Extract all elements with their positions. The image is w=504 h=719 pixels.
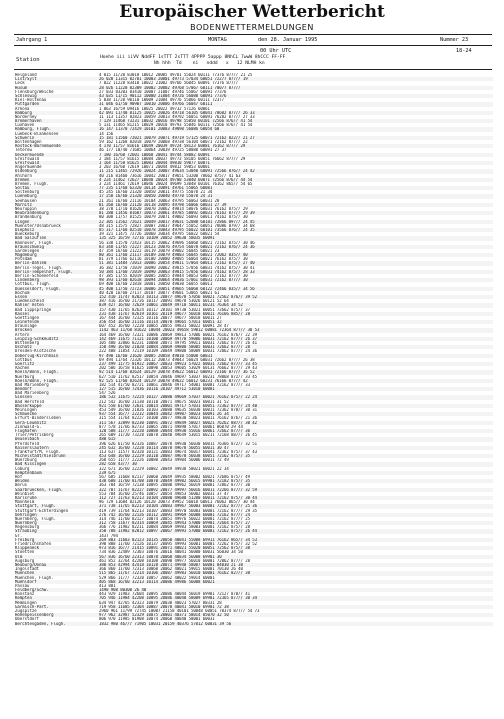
- station-name: Teterow: [15, 148, 32, 153]
- station-name: Straubing: [15, 529, 37, 534]
- column-station: Station: [16, 57, 40, 63]
- station-name: Bad Hersfeld: [15, 399, 44, 404]
- station-name: Freiburg: [15, 537, 35, 542]
- station-name: Passau: [15, 583, 30, 588]
- station-observation: 16 147 11370 72429 10101 20083 49890 56086 60054 60: [99, 127, 220, 132]
- station-observation: 1437 794: [99, 533, 118, 538]
- station-name: Oschatz: [15, 345, 32, 350]
- station-observation: 98 393 11/60 82618 10094 20064 49836 57061 60031 72162 877// 30: [99, 278, 248, 283]
- station-name: Oldenburg: [15, 169, 37, 174]
- station-observation: 419 739 11/64 82213 10107 20083 49970 56003 60001 72162 877// 29 35: [99, 508, 258, 513]
- station-observation: 7 022 11228 83410 10022 21002 49766 56045 60091 77376 877//: [99, 81, 239, 86]
- station-name: Coburg: [15, 466, 30, 471]
- station-name: Bremen, Flugh.: [15, 181, 49, 186]
- station-table: [15, 73, 493, 713]
- station-observation: 2 184 11/57 81615 10084 20037 49773 58105 60051 76662 877// 29: [99, 156, 246, 161]
- station-observation: 453 549 16/60 21826 10103 20080 49635 56030 60011 72362 878// 30 31: [99, 408, 258, 412]
- station-observation: 1832 980 46/// 71905 10031 20159 40376 57012 60031 39 56: [99, 621, 232, 626]
- station-observation: 276 742 16/60 22126 10112 20091 49969 56008 60001 72162 877// 24: [99, 512, 250, 517]
- station-observation: 14 156: [99, 131, 114, 136]
- station-name: Berlin-Dahlem: [15, 261, 47, 266]
- station-name: Stoetten: [15, 550, 35, 555]
- station-name: Bendorf: [15, 387, 32, 392]
- station-observation: 182 514 41/50 82721 10061 20046 49717 54001 60081 72162 877// 33: [99, 382, 250, 387]
- station-observation: 142 469 11675 71121 10100 20069 49778 59006 60031 72162 877// 26 37: [99, 336, 258, 341]
- observation-time-right: 18-24: [456, 48, 472, 54]
- station-name: Ahlhorn: [15, 173, 32, 178]
- station-name: Oberstdorf: [15, 617, 40, 622]
- station-name: Bremerhaven: [15, 119, 42, 124]
- station-observation: 56 338 11570 72423 10115 20062 49696 56060 60021 72162 875// 30 46: [99, 240, 255, 245]
- station-observation: 268 655 11/// 22226 10080 20043 49904 56006 60011 72 49: [99, 458, 229, 463]
- station-name: Friedrichshafen: [15, 542, 52, 546]
- station-observation: 311 567 32899 82230 10091 20072 49849 58027 60021 76262 887// 30 42: [99, 420, 258, 425]
- station-observation: 186 532 11675 72224 10127 20080 49669 57037 60021 76162 875// 22 24: [99, 395, 258, 400]
- station-name: Bad Marienberg: [15, 391, 49, 396]
- station-name: Husum: [15, 85, 28, 90]
- station-name: Luedenscheid: [15, 299, 44, 304]
- station-observation: 150 490 16/60 21020 10084 20069 49808 58005 60031 72662 877// 28: [99, 345, 250, 350]
- station-name: Michelstadt/Vielbrunn: [15, 454, 66, 459]
- station-observation: 40 216 81460 73616 10042 20017 49651 53200 78662 875// 41 63: [99, 173, 241, 178]
- station-name: Flensburg/Weiche: [15, 89, 54, 94]
- station-observation: 152 410 11/47 82023 10113 20077 49678 57056 60021 72562 876// 39 52: [99, 294, 258, 299]
- station-observation: 167 444 16/60 72325 10116 20077 49677 58018 60011 27: [99, 315, 222, 320]
- station-observation: 22 305 11562 72621 10049 20017 49631 52080 60181 72866 897// 24 45: [99, 219, 255, 224]
- station-name: Neuruppin: [15, 207, 37, 211]
- station-name: Nuerburg: [15, 374, 35, 379]
- station-name: Trier/Petrisberg: [15, 433, 54, 438]
- station-name: Bad Lippspringe: [15, 307, 52, 312]
- date-label: den 28. Januar 1995: [258, 37, 318, 43]
- station-observation: 443 929 11983 72604 10095 20086 40044 56019 69901 72127 870// 41: [99, 592, 250, 597]
- station-observation: 2960 961 11/99 72745 10007 21158 40101 50048 60051 70374 877// 54 73: [99, 609, 260, 613]
- station-name: Ueckermuende: [15, 152, 44, 157]
- station-observation: 48 315 11575 72827 10087 20037 49647 55052 60051 78086 879// 34 68: [99, 223, 255, 228]
- station-observation: 977 962 32987 52329 10075 20001 40371 58014 85070 32 50: [99, 613, 229, 618]
- station-name: Braunlage: [15, 324, 37, 329]
- station-observation: 387 416 16/60 21726 10117 20091 49678 53026 60121 52 64: [99, 299, 229, 304]
- station-name: Erfurt-Bindersleben: [15, 416, 61, 421]
- station-observation: 363 704 16/59 72138 10095 20080 49962 56019 60001 72862 877// 30: [99, 483, 250, 488]
- station-observation: 973 816 16/// 21415 10091 20071 40021 55020 60051 72562 875// 38: [99, 546, 250, 551]
- station-name: Leck: [15, 81, 25, 86]
- station-observation: 127 515 16/60 72436 10116 20107 49712 53010 60081: [99, 387, 215, 392]
- station-name: Bad Kissingen: [15, 462, 47, 467]
- station-observation: 314 746 11/60 82127 10074 20051 49976 56022 60001 72162 877// 25: [99, 516, 250, 521]
- station-name: Rostock-Warnemuende: [15, 144, 61, 149]
- station-observation: 839 427 16/60 72629 10061 20049 49710 50011 60231 76364 34 52: [99, 303, 243, 308]
- station-observation: 38 270 11/10 81620 10070 20062 49814 58076 60031 76162 875// 29: [99, 207, 248, 211]
- station-name: Feldberg/Schw.: [15, 588, 49, 593]
- station-observation: 453 648 16/60 22229 10110 20087 49670 56038 60051 72162 875// 35: [99, 454, 250, 459]
- station-name: Klippeneck: [15, 546, 40, 551]
- station-observation: 45 400 11/50 72723 10086 20051 49665 56068 60122 72466 835// 34 56: [99, 286, 255, 291]
- station-observation: 46 177 10/40 71605 10064 20039 49725 58088 60091 27 37: [99, 148, 227, 153]
- station-observation: 480 615: [99, 437, 116, 442]
- station-observation: 15 181 11560 72021 10079 20071 49719 57125 60071 72162 822// 21 27: [99, 135, 255, 140]
- station-name: Hof: [15, 475, 23, 479]
- station-name: Berlin-Tegel, Flugh.: [15, 265, 64, 270]
- station-observation: 47 359 16/60 21222 10119 20079 49802 56045 60021 23: [99, 248, 220, 253]
- station-name: Stuttgart-Echterdingen: [15, 508, 68, 513]
- station-observation: 36 382 11/50 72019 10090 20062 49815 57056 60031 74162 875// 30 41: [99, 265, 255, 270]
- station-observation: 83 348 11/65 72227 10123 20076 49754 56078 60021 72162 876// 24 36: [99, 244, 255, 249]
- station-name: Helgoland: [15, 73, 37, 77]
- station-name: Regensburg: [15, 525, 40, 530]
- station-observation: 85 317 11/60 82510 10078 20043 49795 56022 60101 73566 876// 24 35: [99, 227, 255, 232]
- station-observation: 59 162 11268 82018 10079 20068 49738 56104 60071 72162 877// 22: [99, 140, 248, 144]
- header-rule-bottom: [14, 69, 492, 70]
- station-observation: 135 325 16/59 72716 10109 20052 49638 58035 60091: [99, 236, 215, 241]
- station-name: Ingolstadt: [15, 567, 40, 572]
- station-observation: 1142 463 11/60 81622 10044 20023 49658 59012 60081 72364 877// 38 53: [99, 328, 260, 333]
- station-observation: 366 860 11/60 72313 10060 20062 40021 59015 60001 70130 26 40: [99, 567, 243, 572]
- station-observation: 5 131 11465 81215 10029 20018 49793 55046 60111 72566 876// 41 54: [99, 123, 253, 128]
- station-observation: 97 490 16/60 21620 10085 20058 49810 55008 60031: [99, 353, 213, 358]
- station-observation: 265 609 11/20 73228 10078 20040 49649 53015 60211 72168 887// 26 45: [99, 433, 258, 438]
- station-name: Lindenberg: [15, 278, 40, 283]
- station-name: Berlin-Tempelhof, Flugh.: [15, 269, 73, 274]
- station-observation: 164 469 16/60 72321 10086 20069 49813 57006 60021 76162 876// 22 39: [99, 332, 258, 337]
- station-observation: 80 308 11/57 81525 10079 20071 49802 56093 60011 74162 875// 30: [99, 215, 248, 220]
- station-observation: 17 250 16/60 21320 10050 20040 49770 55070 24 31: [99, 194, 213, 199]
- station-name: Stuttgart, Flugh.: [15, 504, 56, 509]
- station-name: Wuerzburg: [15, 458, 37, 463]
- station-name: Goerlitz: [15, 361, 35, 366]
- station-name: Aachen: [15, 366, 30, 371]
- station-name: Arkona: [15, 106, 30, 111]
- station-name: Gera-Leumnitz: [15, 420, 47, 425]
- station-observation: 634 947 42765 42323 10079 20038 40023 57027 80331 28: [99, 600, 222, 605]
- station-name: Wasserkuppe: [15, 403, 42, 408]
- station-observation: 371 738 11/65 82213 10104 20083 49967 56003 60001 72162 877// 25 36: [99, 504, 258, 509]
- station-name: Muenchen, Flugh.: [15, 575, 54, 580]
- station-name: Soltenburg: [15, 190, 40, 195]
- report-subtitle: BODENWETTERMELDUNGEN: [190, 23, 314, 32]
- station-name: Flughafen: [15, 428, 37, 433]
- station-observation: 245 632 16/60 72228 10114 20078 49678 56055 60011 30 47: [99, 445, 229, 450]
- observation-time: 00 Uhr UTC: [260, 48, 292, 54]
- station-observation: 547 526: [99, 391, 116, 396]
- station-name: Berus: [15, 483, 28, 488]
- station-name: Bueckeburg: [15, 232, 40, 237]
- station-observation: 45 245 16/60 21320 10050 20011 49775 55070 21 34: [99, 190, 213, 195]
- station-observation: 80 361 11/60 21117 10109 20079 49803 56045 60021 72062 835// 40: [99, 253, 248, 258]
- station-name: Berchtesgaden, Flugh.: [15, 621, 66, 626]
- station-name: Hamburg, Flugh.: [15, 127, 52, 132]
- station-name: Neubrandenburg: [15, 211, 49, 216]
- column-headers-line2: Nh hhh Td ni nddd x 12 NLMH kn: [154, 61, 265, 66]
- station-observation: 567 836 16/60 22313 10078 20068 40034 56008 69901 30: [99, 554, 222, 559]
- station-name: Braunschweig: [15, 244, 44, 249]
- station-observation: 322 707 11/67 82227 10092 20077 49997 56016 60011 72266 877// 32 59: [99, 487, 258, 492]
- station-name: Soltau: [15, 186, 30, 191]
- station-name: Hannover, Flugh.: [15, 240, 54, 245]
- station-name: Bremen: [15, 177, 30, 182]
- station-name: Artern: [15, 332, 30, 337]
- station-name: Neuburg/Donau: [15, 562, 47, 567]
- station-observation: 81 379 11766 62116 10100 20080 49805 56064 60021 76162 875// 30: [99, 257, 248, 262]
- station-name: Angermuende: [15, 165, 42, 170]
- station-observation: 69 400 16/60 21818 10081 20050 49830 56055 60011: [99, 282, 213, 287]
- jahrgang: Jahrgang 1: [16, 37, 48, 43]
- station-name: Bad Salzuflen: [15, 236, 47, 241]
- day-label: MONTAG: [208, 37, 227, 43]
- station-observation: 553 704 16/60 25/46 10057 20054 49853 56002 60031 37 47: [99, 491, 229, 496]
- station-name: Diepholz: [15, 227, 35, 232]
- station-observation: 312 758 11677 82314 10069 20045 49943 57000 69901 72664 875// 27: [99, 521, 250, 526]
- station-name: Weiden: [15, 479, 30, 484]
- station-name: Frankfurt/M, Flugh.: [15, 449, 61, 454]
- station-observation: 96 729 11684 82126 10120 20073 49952 56018 60011 76062 865// 30 44: [99, 500, 255, 505]
- header-rule-top: [14, 34, 492, 35]
- station-name: Kahler Asten: [15, 303, 44, 308]
- station-observation: 3 203 16/60 72619 10071 20044 49812 59053 60081: [99, 165, 210, 170]
- station-observation: 515 865 11/67 72214 10106 20087 49983 56010 60001 76162 827// 38: [99, 571, 250, 576]
- station-observation: 380 853 42994 42418 10128 20071 49948 58007 60001 84030 21 38: [99, 562, 243, 567]
- station-observation: 47 385 11/55 82019 10085 20055 49844 58053 60071 72162 877// 30: [99, 274, 248, 278]
- station-observation: 937 554 16/// 22232 10044 20042 49907 58023 60091 26 34: [99, 412, 229, 417]
- station-name: Brandenburg: [15, 215, 42, 220]
- station-observation: 1 063 16/59 09416 10025 20022 49732 57126 60061: [99, 106, 210, 111]
- station-name: Goettingen: [15, 315, 40, 320]
- header-rule-middle: [14, 45, 492, 46]
- station-name: Brocken: [15, 328, 32, 333]
- station-name: Konstanz: [15, 592, 35, 597]
- station-name: Muehldorf: [15, 579, 37, 584]
- station-observation: 81 268 16/60 21120 10118 20095 49798 56066 60031 27 39: [99, 202, 227, 207]
- station-observation: 4 170 11/57 81616 10049 20039 49724 58123 60081 76162 877// 29: [99, 144, 246, 149]
- station-observation: 356 454 16/60 21116 10114 20078 49665 57013 60051 32: [99, 320, 222, 325]
- station-name: Pferdsfeld: [15, 441, 40, 446]
- station-name: Kempten: [15, 596, 32, 601]
- station-observation: 269 803 11683 82123 10135 20050 40041 55008 69911 76162 865// 34 53: [99, 537, 258, 542]
- station-name: Greifswald: [15, 160, 40, 165]
- station-observation: 3 224 11461 72619 10046 20024 49699 53048 60101 76162 865// 54 65: [99, 181, 253, 186]
- station-name: Leinefelde: [15, 320, 40, 325]
- station-observation: 396 626 61/50 82326 10087 20078 49930 56030 60011 76366 872// 32 51: [99, 441, 258, 446]
- station-observation: 413 881: [99, 583, 116, 588]
- station-observation: 315 554 11/64 82227 10100 20077 49830 58023 60011 76162 876// 21 36: [99, 416, 258, 421]
- station-observation: 1490 908 80300 26 40: [99, 588, 147, 593]
- report-title: Europäischer Wetterbericht: [119, 2, 385, 22]
- station-name: Kassel: [15, 311, 30, 316]
- station-name: Saarbruecken, Flugh.: [15, 487, 64, 492]
- station-name: Kiel-Holtenau: [15, 98, 47, 103]
- station-observation: 7 180 16/60 72601 10068 20041 49744 58082 60091: [99, 152, 210, 157]
- station-name: Luebeck-Blankensee: [15, 131, 59, 136]
- station-observation: 202 506 16/58 81625 10090 20053 49605 53029 60131 76662 877// 29 43: [99, 366, 258, 371]
- station-observation: 734 836 22489 72303 10076 20016 40041 56000 60031 56030 34 50: [99, 550, 243, 555]
- issue-number: Nummer 23: [440, 37, 469, 43]
- station-observation: 5 038 11/20 90110 10009 21004 49776 55066 60111 72377: [99, 98, 224, 103]
- station-name: Norderney: [15, 114, 37, 119]
- station-name: Essen: [15, 294, 28, 299]
- station-observation: 239 675: [99, 470, 116, 475]
- station-name: Greifswald: [15, 156, 40, 161]
- station-name: Gr.: [15, 533, 23, 538]
- station-observation: 806 970 11985 81908 10074 20060 40040 58001 60031: [99, 617, 215, 622]
- station-name: Muenchen: [15, 571, 35, 576]
- station-name: Bad Marienberg: [15, 382, 49, 387]
- station-name: Garmisch-Part.: [15, 604, 49, 609]
- station-observation: 92 514 11/60 82624 10129 20078 49622 56012 60091 72166 877// 36 52: [99, 370, 255, 375]
- station-name: Boltenhagen: [15, 140, 42, 144]
- station-name: Deuselbach: [15, 437, 40, 442]
- station-name: Nuernberg: [15, 521, 37, 526]
- station-name: Nuernberg, Flugh.: [15, 516, 56, 521]
- column-headers-line1: Hoehe iii iiVV NddFF 1sTTT 2sTTT 4PPPP 5appp 8NhCL 7wwW 8hCCC FF-FF: [100, 55, 286, 60]
- station-observation: 43 035 11/15 90112 10000 21004 49726 56080 60091 77376: [99, 93, 227, 98]
- station-name: Potsdam: [15, 257, 32, 262]
- station-name: Koeln/Bonn, Flugh.: [15, 370, 59, 375]
- station-observation: 567 685 11668 82117 10060 20049 49935 58002 60021 72686 875// 49: [99, 475, 250, 479]
- station-observation: 50 384 11/60 72019 10090 20063 49815 57056 60031 74162 875// 28 33: [99, 269, 255, 274]
- station-observation: 11 215 11465 72926 10024 20007 49634 53040 60091 72566 876// 24 42: [99, 169, 255, 174]
- station-name: Koeln/Bonn, Flugh.: [15, 378, 59, 383]
- station-name: Duesseldorf, Flugh.: [15, 286, 61, 291]
- station-observation: 322 671 16/60 22229 10082 20049 49938 58021 60021 22 34: [99, 466, 229, 471]
- station-name: Meiningen: [15, 408, 37, 412]
- station-observation: 1 164 11/58 81625 10083 20044 49810 59077 60071: [99, 160, 210, 165]
- station-observation: 81 280 11456 81607 10073 20061 49785 58092 60031 76162 877// 29 39: [99, 211, 255, 216]
- station-observation: 705 946 11984 42208 10095 20086 40040 58009 69901 72365 877// 30 34: [99, 596, 258, 601]
- station-observation: 282 658 43/// 30: [99, 462, 137, 467]
- station-name: Gardelegen: [15, 248, 40, 253]
- station-observation: 4 015 11/20 83018 10012 20005 49781 55024 60111 77376 877// 21 25: [99, 73, 253, 77]
- station-name: Cottbus, Flugh.: [15, 282, 52, 287]
- station-name: Cuxhaven: [15, 123, 35, 128]
- station-name: List/Sylt: [15, 77, 37, 82]
- station-observation: 21 261 16/60 21116 10104 20063 49795 56063 60031 28: [99, 198, 220, 203]
- station-observation: 4 224 11462 72627 10048 20024 49700 53040 60071 72566 876// 44 54: [99, 177, 253, 182]
- station-observation: 7 129 11468 73231 10032 20016 49798 55050 60101 72566 876// 41 54: [99, 119, 253, 124]
- station-row: [15, 622, 493, 626]
- station-observation: 120 588 11/// 22220 10088 20044 49938 55016 60061 72662 877// 36: [99, 428, 250, 433]
- station-name: Dresden-Klotzsche: [15, 349, 56, 354]
- station-name: Mannheim: [15, 500, 35, 505]
- station-observation: 112 727 11/63 82213 10104 20080 49680 51200 60011 72162 875// 30 44: [99, 495, 258, 500]
- station-observation: 366 776 11982 82211 10084 20069 49983 58003 60001 72162 875// 28: [99, 525, 250, 530]
- station-name: Zugspitze: [15, 609, 37, 613]
- station-observation: 26 020 11315 82701 10003 20001 49773 57034 60051 72277 877// 19: [99, 77, 248, 82]
- station-observation: 212 542 16/60 21130 10110 20071 49675 56023 60011 31 52: [99, 399, 229, 404]
- station-name: Schleswig: [15, 93, 37, 98]
- station-observation: 28 026 11220 82309 10002 20002 49768 57067 60111 70077 877//: [99, 85, 241, 90]
- station-name: Seehausen: [15, 198, 37, 203]
- station-observation: 921 550 61/60 72631 10014 20001 49717 57031 60051 72362 877// 24 40: [99, 403, 258, 408]
- station-name: Bochum: [15, 290, 30, 295]
- station-observation: 31 046 61/50 90907 10010 20006 49766 56047 60111: [99, 102, 213, 107]
- station-name: Oehringen: [15, 512, 37, 517]
- station-name: Wittenberg: [15, 341, 40, 345]
- station-observation: 40 420 16/60 27117 10107 20077 49681 53065 60021 61: [99, 290, 220, 295]
- station-observation: 350 788 11982 82012 10097 20067 49993 57000 60001 72162 875// 26 44: [99, 529, 258, 534]
- station-name: Leipzig-Schkeuditz: [15, 336, 59, 341]
- station-name: Schwerin: [15, 135, 35, 140]
- station-observation: 461 852 32764 42208 10108 20090 49977 56010 60001 72062 877// 28: [99, 558, 250, 563]
- station-observation: 627 510 11/62 82517 10054 20046 49697 53037 60231 78068 872// 33 45: [99, 374, 258, 379]
- station-observation: 105 480 32866 82231 10088 20071 49795 59011 60031 72662 877// 26 41: [99, 341, 258, 345]
- station-name: Memmingen: [15, 600, 37, 605]
- station-observation: 157 430 11/65 82624 10117 20101 49730 53021 60051 72662 875// 37: [99, 307, 250, 312]
- station-name: Puttgarden: [15, 102, 40, 107]
- station-observation: 719 958 11685 72304 10087 20078 40041 58010 69901 72 38: [99, 604, 229, 609]
- station-name: Kemptenbaum: [15, 470, 42, 475]
- station-name: Hamburg: [15, 110, 32, 115]
- station-name: Giessen: [15, 395, 32, 400]
- station-name: Zinnwald-G.: [15, 424, 42, 429]
- station-name: Marnitz: [15, 202, 32, 207]
- station-observation: 69 494 11/64 72326 10112 20073 49843 56024 60031 72662 877// 26 38: [99, 357, 255, 362]
- station-observation: 877 578 11/66 82733 10065 20071 49898 57017 60061 86070 29 44: [99, 424, 243, 429]
- station-observation: 77 235 11/60 62320 10114 20091 49761 55065 60081: [99, 186, 213, 191]
- station-observation: 222 488 11854 72119 10109 20049 49808 58009 60031 72062 877// 24 36: [99, 349, 258, 354]
- station-observation: 438 688 11/60 81708 10070 20049 49982 56015 69901 72182 875// 35: [99, 479, 250, 484]
- station-observation: 39 321 11475 72726 10060 20034 49795 56022 60021 54: [99, 232, 220, 237]
- station-name: Ulm: [15, 554, 23, 559]
- station-observation: 27 033 83203 83410 10007 21007 49746 55067 60091 77376: [99, 89, 227, 94]
- station-name: Lueneburg: [15, 194, 37, 199]
- station-observation: 398 808 11/60 72126 10137 20095 49993 56001 60001 72262 875// 32 52: [99, 542, 258, 546]
- station-observation: 231 438 11/67 82619 10161 20119 49677 56018 60011 76166 885// 28: [99, 311, 250, 316]
- station-observation: 11 113 11357 82823 10059 20013 49792 56051 60091 76282 877// 27 33: [99, 114, 255, 119]
- station-observation: 237 499 11/75 81922 10067 20033 49923 57022 60031 72662 877// 33 45: [99, 361, 258, 366]
- station-name: Lingen: [15, 219, 30, 224]
- station-observation: 51 381 11484 72013 10086 20054 49811 57064 60011 72162 875// 27 40: [99, 261, 255, 266]
- station-observation: 607 452 16/60 72220 10065 20055 49831 58022 60091 28 47: [99, 324, 229, 329]
- station-name: Kaiserslautern: [15, 445, 49, 450]
- station-observation: 42 091 11/40 81125 10025 20026 49718 56105 60041 78682 877// 26 33: [99, 110, 255, 115]
- station-name: Karlsruhe: [15, 495, 37, 500]
- station-name: Doberlug-Kirchhain: [15, 353, 59, 358]
- station-name: Berlin-Schoenefeld: [15, 274, 59, 278]
- station-name: Muenster/Osnabrueck: [15, 223, 61, 228]
- station-name: Magdeburg: [15, 253, 37, 258]
- station-observation: 529 866 11/// 72320 10057 20062 40022 59014 60001: [99, 575, 215, 580]
- station-observation: 405 868 16/60 32213 10114 20086 49986 56008 60021: [99, 579, 215, 584]
- station-name: Augsburg: [15, 558, 35, 563]
- station-name: Schmuecke: [15, 412, 37, 417]
- station-name: Hohenpeissenberg: [15, 613, 54, 618]
- station-observation: 113 637 11577 82320 10121 20083 49674 56017 60041 72362 875// 37 43: [99, 449, 258, 454]
- station-name: Cottbus: [15, 357, 32, 362]
- station-name: Weinbiet: [15, 491, 35, 496]
- station-observation: 92 525 11/60 82624 10129 20078 49622 56012 60231 76166 877// 42: [99, 378, 248, 383]
